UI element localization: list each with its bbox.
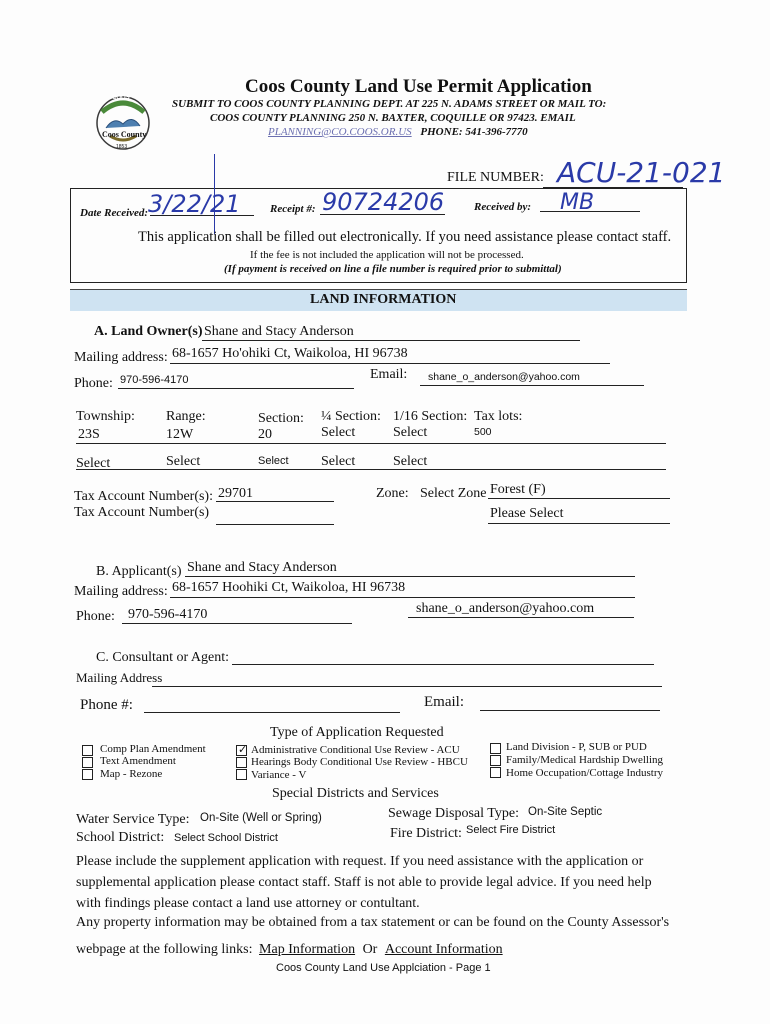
owner-mailing-underline — [170, 363, 610, 364]
checkbox-comp-plan[interactable] — [82, 745, 93, 756]
tax-lots-value[interactable]: 500 — [474, 426, 492, 438]
date-slash-mark — [214, 154, 215, 234]
text-amendment-label: Text Amendment — [100, 755, 176, 767]
owner-email-label: Email: — [370, 367, 408, 382]
row2-underline — [76, 469, 666, 470]
owner-mailing-label: Mailing address: — [74, 350, 168, 365]
checkbox-land-division[interactable] — [490, 743, 501, 754]
owner-phone-value[interactable]: 970-596-4170 — [120, 374, 189, 386]
logo-text-top: COOS — [112, 95, 130, 101]
applicant-email-underline — [408, 617, 634, 618]
land-division-label: Land Division - P, SUB or PUD — [506, 741, 647, 753]
location-row-underline — [76, 443, 666, 444]
consultant-label: C. Consultant or Agent: — [96, 650, 229, 665]
planning-phone: PHONE: 541-396-7770 — [420, 126, 528, 138]
sixteenth-section-select[interactable]: Select — [393, 425, 428, 440]
variance-label: Variance - V — [251, 769, 307, 781]
applicant-value[interactable]: Shane and Stacy Anderson — [187, 560, 337, 575]
zone-label: Zone: — [376, 486, 409, 501]
page-footer-label: Coos County Land Use Applciation - Page 1 — [276, 962, 491, 974]
fire-label: Fire District: — [390, 826, 462, 841]
sixteenth-section-label: 1/16 Section: — [393, 409, 468, 424]
zone-value[interactable]: Forest (F) — [490, 482, 546, 497]
owner-mailing-value[interactable]: 68-1657 Ho'ohiki Ct, Waikoloa, HI 96738 — [172, 346, 408, 361]
sewage-value[interactable]: On-Site Septic — [528, 806, 603, 818]
range-label: Range: — [166, 409, 206, 424]
sewage-label: Sewage Disposal Type: — [388, 806, 519, 821]
received-by-label: Received by: — [474, 201, 532, 213]
logo-text-mid: Coos County — [102, 130, 147, 139]
row2-select-3[interactable]: Select — [258, 455, 289, 467]
checkbox-acu[interactable] — [236, 745, 247, 756]
consultant-email-label: Email: — [424, 694, 464, 710]
township-value[interactable]: 23S — [78, 427, 100, 442]
land-owner-underline — [202, 340, 580, 341]
row2-select-5[interactable]: Select — [393, 454, 428, 469]
zone-please-underline — [488, 523, 670, 524]
acu-label: Administrative Conditional Use Review - ACU — [251, 744, 460, 756]
checkbox-hardship-dwelling[interactable] — [490, 755, 501, 766]
tax-lots-label: Tax lots: — [474, 409, 523, 424]
tax-account-underline-1 — [216, 501, 334, 502]
header-contact-line — [268, 126, 528, 138]
checkbox-home-occupation[interactable] — [490, 767, 501, 778]
form-title: Coos County Land Use Permit Application — [245, 76, 592, 97]
tax-account-value-1[interactable]: 29701 — [218, 486, 253, 501]
range-value[interactable]: 12W — [166, 427, 194, 442]
applicant-phone-label: Phone: — [76, 609, 115, 624]
comp-plan-label: Comp Plan Amendment — [100, 743, 206, 755]
owner-email-underline — [420, 385, 644, 386]
links-or-text: Or — [362, 942, 378, 957]
applicant-label: B. Applicant(s) — [96, 564, 182, 579]
township-label: Township: — [76, 409, 135, 424]
account-information-link[interactable]: Account Information — [384, 942, 503, 957]
applicant-underline — [185, 576, 635, 577]
row2-select-1[interactable]: Select — [76, 456, 111, 471]
receipt-underline — [320, 214, 445, 215]
owner-phone-label: Phone: — [74, 376, 113, 391]
applicant-phone-value[interactable]: 970-596-4170 — [128, 607, 208, 622]
tax-account-label-2: Tax Account Number(s) — [74, 505, 210, 520]
file-number-label: FILE NUMBER: — [447, 170, 544, 185]
checkbox-map-rezone[interactable] — [82, 769, 93, 780]
zone-select[interactable]: Select Zone — [420, 486, 487, 501]
receipt-label: Receipt #: — [270, 203, 316, 215]
date-received-label: Date Received: — [80, 207, 149, 219]
quarter-section-select[interactable]: Select — [321, 425, 356, 440]
land-owner-label: A. Land Owner(s) — [94, 324, 203, 339]
zone-underline — [488, 498, 670, 499]
row2-select-2[interactable]: Select — [166, 454, 201, 469]
row2-select-4[interactable]: Select — [321, 454, 356, 469]
water-value[interactable]: On-Site (Well or Spring) — [200, 812, 322, 824]
land-owner-value[interactable]: Shane and Stacy Anderson — [204, 324, 354, 339]
consultant-mailing-label: Mailing Address — [76, 670, 163, 685]
applicant-mailing-label: Mailing address: — [74, 584, 168, 599]
planning-email-link[interactable]: PLANNING@CO.COOS.OR.US — [268, 126, 412, 138]
hardship-dwelling-label: Family/Medical Hardship Dwelling — [506, 754, 664, 766]
payment-note: (If payment is received on line a file number is required prior to submittal) — [224, 263, 562, 275]
hbcu-label: Hearings Body Conditional Use Review - HBCU — [251, 756, 468, 768]
applicant-mailing-underline — [170, 597, 635, 598]
received-by-value: MB — [560, 190, 595, 215]
consultant-email-underline — [480, 710, 660, 711]
date-received-underline — [150, 215, 254, 216]
supplement-paragraph: Please include the supplement application with request. If you need assistance with the application or supplemental application please contact staff. Staff is not able to provide legal advice. If you need help with findings please contact a land use attorney or contultant. — [76, 854, 652, 911]
quarter-section-label: ¼ Section: — [321, 409, 381, 424]
consultant-underline — [232, 664, 654, 665]
tax-account-label-1: Tax Account Number(s): — [74, 489, 213, 504]
map-rezone-label: Map - Rezone — [100, 768, 163, 780]
assessor-links-intro: webpage at the following links: — [76, 942, 253, 957]
receipt-value: 90724206 — [322, 188, 445, 216]
fee-note: If the fee is not included the application will not be processed. — [250, 249, 524, 261]
file-number-value: ACU-21-021 — [557, 156, 726, 189]
consultant-phone-label: Phone #: — [80, 697, 133, 713]
submit-line-1: SUBMIT TO COOS COUNTY PLANNING DEPT. AT 225 N. ADAMS STREET OR MAIL TO: — [172, 98, 607, 110]
land-information-heading: LAND INFORMATION — [310, 292, 457, 307]
checkbox-variance[interactable] — [236, 769, 247, 780]
owner-phone-underline — [118, 388, 354, 389]
zone-please-select[interactable]: Please Select — [490, 506, 564, 521]
applicant-phone-underline — [122, 623, 352, 624]
logo-text-bottom: 1853 — [116, 144, 128, 150]
applicant-mailing-value[interactable]: 68-1657 Hoohiki Ct, Waikoloa, HI 96738 — [172, 580, 406, 595]
electronic-notice: This application shall be filled out electronically. If you need assistance please contact staff. — [138, 229, 672, 245]
owner-email-value[interactable]: shane_o_anderson@yahoo.com — [428, 371, 580, 383]
water-label: Water Service Type: — [76, 812, 190, 827]
received-by-underline — [540, 211, 640, 212]
date-received-value: 3/22/21 — [148, 190, 241, 218]
map-information-link[interactable]: Map Information — [259, 942, 356, 957]
home-occupation-label: Home Occupation/Cottage Industry — [506, 767, 664, 779]
submit-line-2: COOS COUNTY PLANNING 250 N. BAXTER, COQUILLE OR 97423. EMAIL — [210, 112, 576, 124]
fire-value[interactable]: Select Fire District — [466, 824, 556, 836]
consultant-mailing-underline — [152, 686, 662, 687]
special-districts-heading: Special Districts and Services — [272, 786, 439, 801]
school-value[interactable]: Select School District — [174, 832, 278, 844]
assessor-paragraph-line1: Any property information may be obtained from a tax statement or can be found on the County Assessor's — [76, 915, 670, 930]
checkbox-hbcu[interactable] — [236, 757, 247, 768]
checkbox-text-amendment[interactable] — [82, 757, 93, 768]
tax-account-underline-2 — [216, 524, 334, 525]
section-label: Section: — [258, 411, 304, 426]
application-type-heading: Type of Application Requested — [270, 725, 444, 740]
school-label: School District: — [76, 830, 165, 845]
consultant-phone-underline — [144, 712, 400, 713]
county-seal-logo — [92, 92, 154, 154]
assessor-paragraph-line2 — [76, 942, 503, 958]
applicant-email-value[interactable]: shane_o_anderson@yahoo.com — [416, 601, 595, 616]
section-value[interactable]: 20 — [258, 427, 272, 442]
